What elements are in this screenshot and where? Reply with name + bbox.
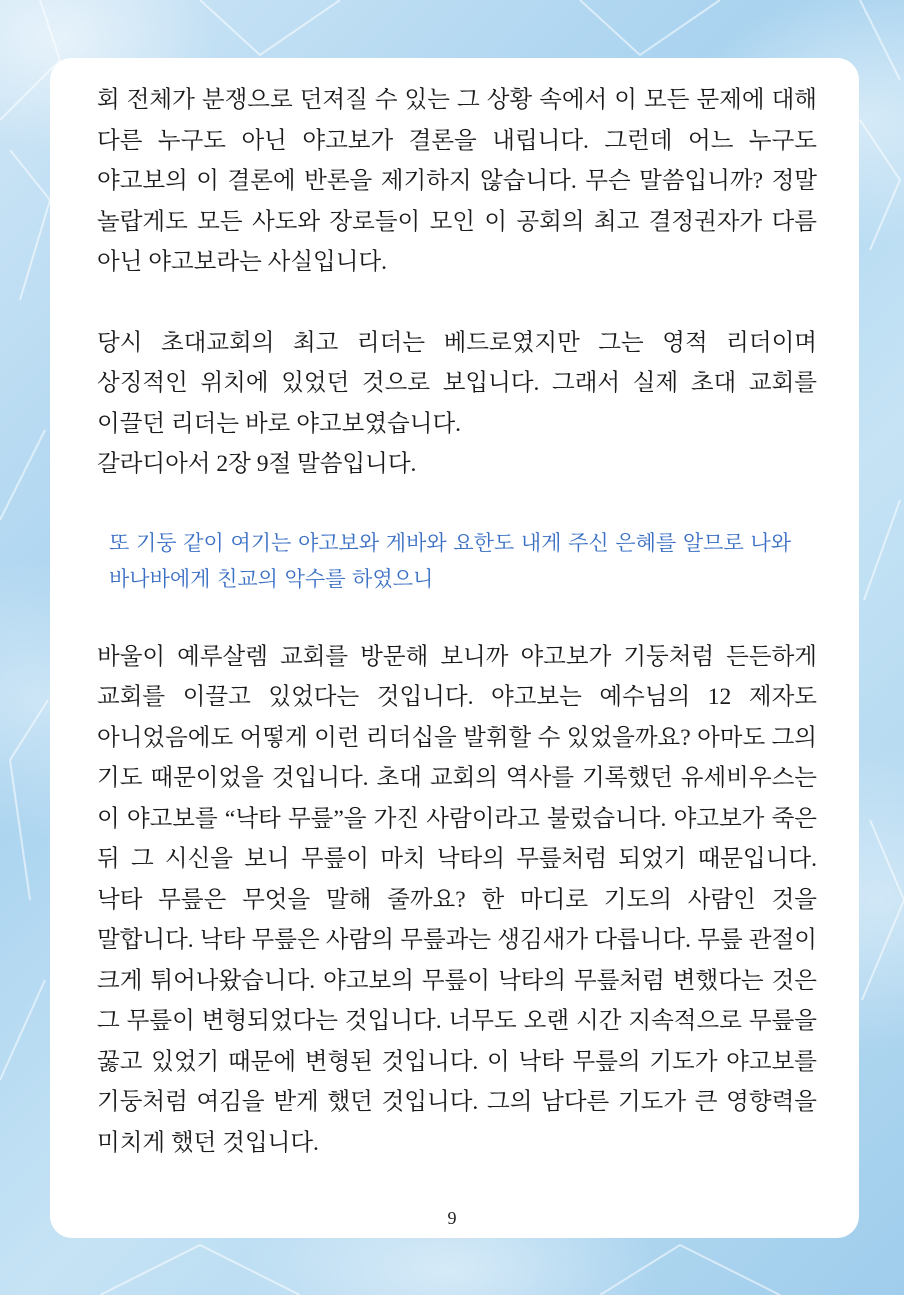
paragraph-2: 당시 초대교회의 최고 리더는 베드로였지만 그는 영적 리더이며 상징적인 위치에 있었던 것으로 보입니다. 그래서 실제 초대 교회를 이끌던 리더는 바로 야고보였습니다. [97,329,817,437]
paragraph-4: 바울이 예루살렘 교회를 방문해 보니까 야고보가 기둥처럼 든든하게 교회를 이끌고 있었다는 것입니다. 야고보는 예수님의 12 제자도 아니었음에도 어떻게 이런 리더십을 발휘할 수 있었을까요? 아마도 그의 기도 때문이었을 것입니다. 초대 교회의 역사를 기록했던 유세비우스는 이 야고보를 “낙타 무릎”을 가진 사람이라고 불렀습니다. 야고보가 죽은 뒤 그 시신을 보니 무릎이 마치 낙타의 무릎처럼 되었기 때문입니다. 낙타 무릎은 무엇을 말해 줄까요? 한 마디로 기도의 사람인 것을 말합니다. 낙타 무릎은 사람의 무릎과는 생김새가 다릅니다. 무릎 관절이 크게 튀어나왔습니다. 야고보의 무릎이 낙타의 무릎처럼 변했다는 것은 그 무릎이 변형되었다는 것입니다. 너무도 오랜 시간 지속적으로 무릎을 꿇고 있었기 때문에 변형된 것입니다. 이 낙타 무릎의 기도가 야고보를 기둥처럼 여김을 받게 했던 것입니다. 그의 남다른 기도가 큰 영향력을 미치게 했던 것입니다. [97,643,817,1156]
paragraph-1: 회 전체가 분쟁으로 던져질 수 있는 그 상황 속에서 이 모든 문제에 대해 다른 누구도 아닌 야고보가 결론을 내립니다. 그런데 어느 누구도 야고보의 이 결론에 반론을 제기하지 않습니다. 무슨 말씀입니까? 정말 놀랍게도 모든 사도와 장로들이 모인 이 공회의 최고 결정권자가 다름 아닌 야고보라는 사실입니다. [97,87,817,275]
paragraph-gap [97,597,817,637]
page-number: 9 [447,1208,457,1228]
page-content [97,80,817,1163]
scripture-quote: 또 기둥 같이 여기는 야고보와 게바와 요한도 내게 주신 은혜를 알므로 나와 바나바에게 친교의 악수를 하였으니 [109,530,792,591]
paragraph-3: 갈라디아서 2장 9절 말씀입니다. [97,451,417,477]
paragraph-gap [97,485,817,525]
paragraph-gap [97,283,817,323]
